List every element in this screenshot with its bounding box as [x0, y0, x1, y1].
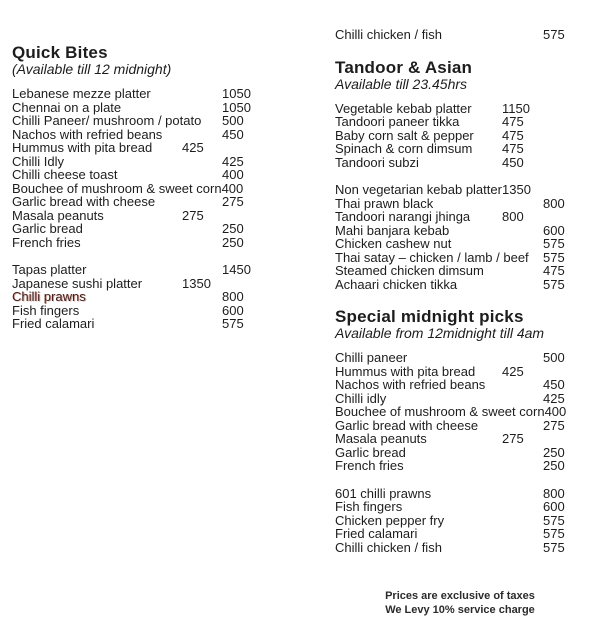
item-name: Fish fingers: [12, 302, 80, 318]
item-name: Tandoori narangi jhinga: [335, 209, 471, 224]
menu-item-row: [335, 392, 567, 406]
item-price-mid: 1350: [502, 182, 531, 197]
menu-item-row: [335, 459, 567, 473]
item-name: Chicken cashew nut: [335, 236, 452, 251]
item-name: Chennai on a plate: [12, 99, 122, 115]
item-price-mid: 275: [502, 431, 524, 446]
menu-item-row: [335, 183, 567, 197]
menu-item-row: [12, 155, 264, 169]
menu-item-row: [12, 290, 264, 304]
item-price-mid: 275: [182, 207, 204, 223]
item-price-right: 425: [543, 390, 565, 406]
menu-item-row: [12, 317, 264, 331]
item-name: Chilli chicken / fish: [335, 539, 442, 555]
menu-item-row: [335, 210, 567, 224]
item-price-right: 575: [543, 236, 565, 251]
item-price-right: 800: [543, 485, 565, 501]
item-name: Vegetable kebab platter: [335, 100, 472, 116]
item-name: Tapas platter: [12, 262, 87, 277]
section-header: [335, 59, 567, 92]
item-name: Fried calamari: [12, 316, 95, 331]
section-subtitle: (Available till 12 midnight): [12, 61, 172, 77]
item-name: Thai prawn black: [335, 195, 434, 211]
item-price-right: 575: [543, 249, 565, 265]
menu-item-row: [335, 365, 567, 379]
item-price-right: 1450: [222, 262, 251, 277]
section-header: [335, 308, 567, 341]
item-name: Spinach & corn dimsum: [335, 141, 473, 156]
menu-item-row: [12, 222, 264, 236]
item-name: Bouchee of mushroom & sweet corn: [335, 404, 545, 419]
item-name: Thai satay – chicken / lamb / beef: [335, 249, 529, 265]
menu-item-row: [335, 446, 567, 460]
item-price-right: 575: [543, 526, 565, 541]
item-group: [335, 183, 567, 291]
menu-item-row: [12, 182, 264, 196]
menu-item-row: [335, 500, 567, 514]
item-name: Baby corn salt & pepper: [335, 127, 474, 143]
item-group: [335, 102, 567, 170]
item-name: Mahi banjara kebab: [335, 222, 450, 238]
menu-item-row: [335, 378, 567, 392]
footer: [340, 590, 580, 617]
item-price-right: 800: [222, 289, 244, 304]
menu-item-row: [12, 101, 264, 115]
item-price-right: 575: [543, 27, 565, 42]
menu-item-row: [335, 487, 567, 501]
menu-item-row: [335, 224, 567, 238]
item-name: Chilli Paneer/ mushroom / potato: [12, 113, 202, 128]
section-title: Special midnight picks: [335, 307, 524, 326]
item-price-mid: 425: [182, 140, 204, 155]
footer-line1: Prices are exclusive of taxes: [385, 590, 535, 602]
item-inline-cell: [12, 182, 264, 196]
item-name: Tandoori subzi: [335, 154, 419, 170]
item-price-right: 400: [222, 167, 244, 182]
item-price-mid: 1350: [182, 275, 211, 291]
menu-item-row: [335, 129, 567, 143]
item-name: Bouchee of mushroom & sweet corn: [12, 180, 222, 196]
menu-item-row: [12, 304, 264, 318]
item-name: Masala peanuts: [335, 431, 427, 446]
menu-item-row: [335, 351, 567, 365]
item-name: Achaari chicken tikka: [335, 276, 458, 292]
item-name: Japanese sushi platter: [12, 275, 143, 291]
item-name: Masala peanuts: [12, 207, 104, 223]
item-price: 400: [221, 180, 244, 196]
menu-item-row: [12, 168, 264, 182]
menu-item-row: [12, 141, 264, 155]
menu-item-row: [335, 142, 567, 156]
menu-item-row: [335, 405, 567, 419]
menu-item-row: [12, 263, 264, 277]
section-title: Tandoor & Asian: [335, 57, 473, 77]
item-price-right: 250: [543, 458, 565, 473]
item-price-mid: 1150: [502, 100, 530, 116]
menu-item-row: [335, 419, 567, 433]
item-group: [12, 263, 264, 331]
item-price-right: 475: [543, 263, 565, 278]
item-price-right: 575: [543, 512, 565, 528]
item-price-mid: 425: [502, 363, 524, 379]
item-name: Hummus with pita bread: [12, 140, 153, 155]
item-name: Lebanese mezze platter: [12, 86, 151, 101]
item-price-right: 575: [543, 276, 565, 292]
menu-item-row: [12, 195, 264, 209]
item-name: Garlic bread with cheese: [12, 194, 156, 209]
item-name: Tandoori paneer tikka: [335, 114, 460, 129]
item-price-right: 450: [222, 126, 244, 142]
item-price-right: 275: [543, 417, 565, 433]
item-group: [335, 28, 567, 42]
item-price-right: 1050: [222, 99, 251, 115]
item-name: Chilli prawns: [12, 289, 86, 304]
item-price-right: 575: [222, 316, 244, 331]
menu-item-row: [335, 251, 567, 265]
left-column: [12, 44, 264, 331]
item-price-right: 600: [543, 222, 565, 238]
item-name: Nachos with refried beans: [12, 126, 163, 142]
item-group: [335, 351, 567, 473]
menu-item-row: [12, 236, 264, 250]
item-group: [335, 487, 567, 555]
item-name: 601 chilli prawns: [335, 485, 432, 501]
item-name: French fries: [335, 458, 404, 473]
item-name: Garlic bread with cheese: [335, 417, 479, 433]
menu-item-row: [335, 28, 567, 42]
item-price-right: 600: [222, 302, 244, 318]
section-header: [12, 44, 264, 77]
section-title: Quick Bites: [12, 43, 108, 62]
item-name: Fish fingers: [335, 499, 403, 514]
item-name: Chilli cheese toast: [12, 167, 118, 182]
right-column: [335, 28, 567, 554]
item-price-right: 575: [543, 539, 565, 555]
item-name: Garlic bread: [12, 221, 83, 236]
item-name: Steamed chicken dimsum: [335, 263, 484, 278]
section-subtitle: Available from 12midnight till 4am: [335, 325, 545, 341]
menu-item-row: [12, 277, 264, 291]
item-price-mid: 800: [502, 209, 524, 224]
item-name: Hummus with pita bread: [335, 363, 476, 379]
menu-item-row: [12, 128, 264, 142]
menu-item-row: [335, 278, 567, 292]
menu-item-row: [335, 514, 567, 528]
menu-item-row: [12, 87, 264, 101]
footer-line2: We Levy 10% service charge: [385, 603, 535, 616]
item-price-right: 250: [222, 221, 244, 236]
menu-item-row: [335, 156, 567, 170]
item-name: Chilli idly: [335, 390, 387, 406]
menu-item-row: [335, 197, 567, 211]
item-price-mid: 475: [502, 127, 524, 143]
item-name: Non vegetarian kebab platter: [335, 182, 502, 197]
item-name: Nachos with refried beans: [335, 377, 486, 392]
item-inline-cell: [335, 405, 567, 419]
menu-item-row: [335, 432, 567, 446]
item-price-right: 275: [222, 194, 244, 209]
item-group: [12, 87, 264, 249]
menu-item-row: [335, 102, 567, 116]
item-price-right: 250: [222, 234, 244, 250]
menu-item-row: [335, 115, 567, 129]
menu-item-row: [335, 237, 567, 251]
item-price-right: 800: [543, 195, 565, 211]
menu-item-row: [335, 541, 567, 555]
item-price-right: 250: [543, 444, 565, 460]
item-name: Chicken pepper fry: [335, 512, 445, 528]
item-name: Garlic bread: [335, 444, 406, 460]
item-name: French fries: [12, 234, 81, 250]
section-subtitle: Available till 23.45hrs: [335, 75, 468, 92]
item-name: Chilli paneer: [335, 350, 408, 365]
item-name: Chilli chicken / fish: [335, 27, 442, 42]
item-price-right: 600: [543, 499, 565, 514]
item-price-mid: 475: [502, 141, 524, 156]
item-name: Fried calamari: [335, 526, 418, 541]
item-price-mid: 450: [502, 154, 524, 170]
menu-item-row: [335, 264, 567, 278]
item-price-right: 500: [222, 113, 244, 128]
menu-item-row: [12, 114, 264, 128]
item-price-right: 450: [543, 377, 565, 392]
item-price-mid: 475: [502, 114, 524, 129]
item-price-right: 425: [222, 153, 244, 169]
menu-item-row: [12, 209, 264, 223]
item-price-right: 1050: [222, 86, 251, 101]
item-price: 400: [544, 404, 567, 419]
item-name: Chilli Idly: [12, 153, 65, 169]
item-price-right: 500: [543, 350, 565, 365]
menu-item-row: [335, 527, 567, 541]
